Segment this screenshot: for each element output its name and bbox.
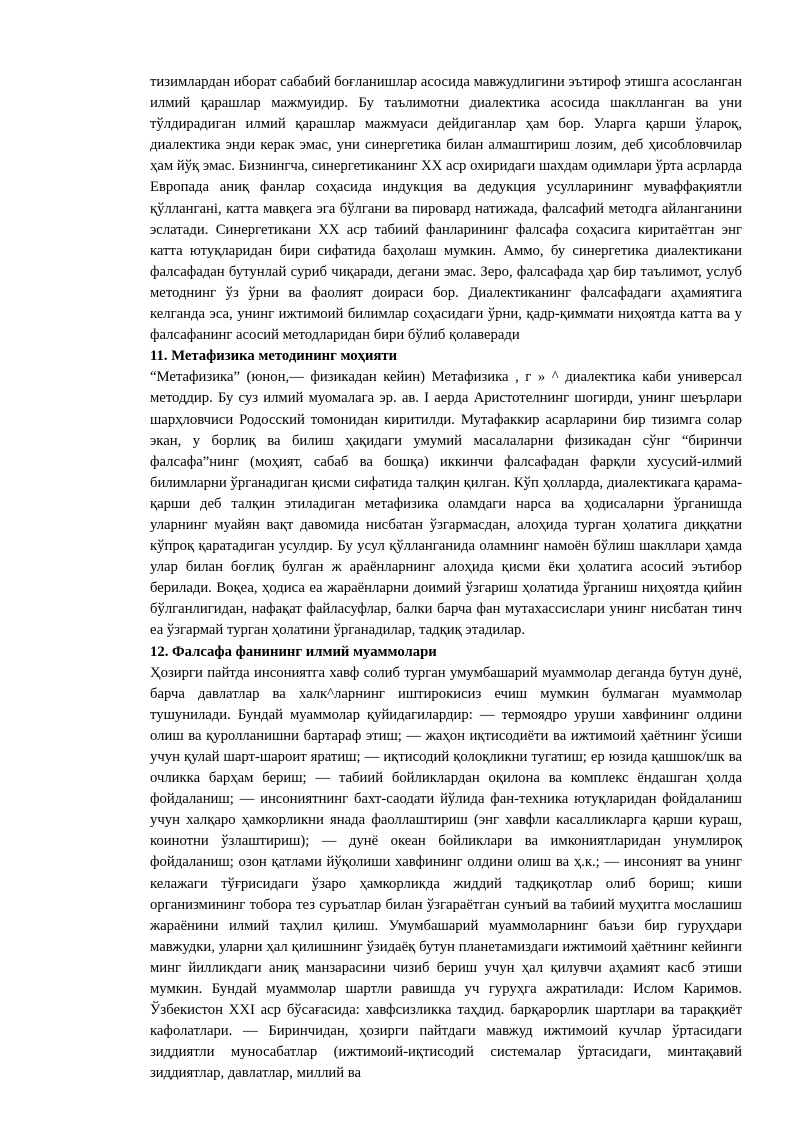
section-heading-11: 11. Метафизика методининг моҳияти (150, 348, 398, 365)
paragraph-synergetics: тизимлардан иборат сабабий боғланишлар асосида мавжудлигини эътироф этишга асосланган илмий қарашлар мажмуидир. Бу таълимотни диалектика асосида шаклланган ва уни тўлдирадиган илмий қарашлар мажмуаси дейдиганлар ҳам бор. Уларга қарши ўлароқ, диалектика энди керак эмас, уни синергетика билан алмаштириш лозим, деб ҳисобловчилар ҳам йўқ эмас. Бизнингча, синергетиканинг XX аср охиридаги шахдам одимлари ўрта асрларда Европада аниқ фанлар соҳасида индукция ва дедукция усулларининг муваффақиятли қўлланганi, катта мавқега эга бўлгани ва пировард натижада, фалсафий методга айланганини эслатади. Синергетикани XX аср табиий фанларининг фалсафа соҳасига киритаётган энг катта ютуқларидан бири сифатида баҳолаш мумкин. Аммо, бу синергетика диалектикани фалсафадан бутунлай суриб чиқаради, дегани эмас. Зеро, фалсафада ҳар бир таълимот, услуб методнинг ўз ўрни ва фаолият доираси бор. Диалектиканинг фалсафадаги аҳамиятига келганда эса, унинг ижтимоий билимлар соҳасидаги ўрни, қадр-қиммати ниҳоятда катта ва у фалсафанинг асосий методларидан бири бўлиб қолаверади (150, 74, 742, 344)
document-page (150, 72, 742, 1085)
paragraph-metaphysics: “Метафизика” (юнон,— физикадан кейин) Метафизика , г » ^ диалектика каби универсал методдир. Бу суз илмий муомалага эр. ав. I аерда Аристотелнинг шогирди, унинг шеърлари шарҳловчиси Родосский томонидан киритилди. Мутафаккир асарларини бир тизимга солар экан, у борлиқ ва билиш ҳақидаги умумий масалаларни физикадан сўнг “биринчи фалсафа”нинг (моҳият, сабаб ва бошқа) иккинчи фалсафадан фарқли хусусий-илмий билимларни ўрганадиган қисми сифатида талқин қилган. Кўп ҳолларда, диалектикага қарама-қарши деб талқин этиладиган метафизика оламдаги нарса ва ҳодисаларни ўрганишда уларнинг муайян вақт давомида нисбатан ўзгармасдан, алоҳида турган ҳолатига диққатни кўпроқ қаратадиган усулдир. Бу усул қўлланганида оламнинг намоён бўлиш шакллари ҳамда улар билан боғлиқ булган ж араёнларнинг алоҳида қисми ёки ҳолатига асосий эътибор берилади. Воқеа, ҳодиса еа жараёнларни доимий ўзгариш ҳолатида ўрганиш ниҳоятда қийин бўлганлигидан, нафақат файласуфлар, балки барча фан мутахассислари унинг нисбатан тинч еа ўзгармай турган ҳолатини ўрганадилар, тадқиқ этадилар. (150, 369, 742, 639)
paragraph-global-problems: Ҳозирги пайтда инсониятга хавф солиб турган умумбашарий муаммолар деганда бутун дунё, барча давлатлар ва халк^ларнинг иштирокисиз ечиш мумкин булмаган муаммолар тушунилади. Бундай муаммолар қуйидагилардир: — термоядро уруши хавфининг олдини олиш ва қуролланишни бартараф этиш; — жаҳон иқтисодиёти ва ижтимоий ҳаётнинг ўсиши учун қулай шарт-шароит яратиш; — иқтисодий қолоқликни тугатиш; ер юзида қашшок/шк ва очликка барҳам бериш; — табиий бойликлардан оқилона ва комплекс ёндашган ҳолда фойдаланиш; — инсониятнинг бахт-саодати йўлида фан-техника ютуқларидан фойдаланиш учун халқаро ҳамкорликни янада фаоллаштириш (энг хавфли касалликларга қарши кураш, коинотни ўзлаштириш); — дунё океан бойликлари ва имкониятларидан унумлироқ фойдаланиш; озон қатлами йўқолиши хавфининг олдини олиш ва ҳ.к.; — инсоният ва унинг келажаги тўғрисидаги ўзаро ҳамкорликда жиддий тадқиқотлар олиб бориш; киши организмининг тобора тез суръатлар билан ўзгараётган сунъий ва табиий муҳитга мослашиш жараёнини илмий таҳлил қилиш. Умумбашарий муаммоларнинг баъзи бир гуруҳдари мавжудки, уларни ҳал қилишнинг ўзидаёқ бутун планетамиздаги ижтимоий ҳаётнинг кейинги минг йилликдаги аниқ манзарасини чизиб бериш учун ҳал қилувчи аҳамият касб этиши мумкин. Бундай муаммолар шартли равишда уч гуруҳга ажратилади: Ислом Каримов. Ўзбекистон XXI аср бўсағасида: хавфсизликка таҳдид. барқарорлик шартлари ва тараққиёт кафолатлари. — Биринчидан, ҳозирги пайтдаги мавжуд ижтимоий кучлар ўртасидаги зиддиятли муносабатлар (ижтимоий-иқтисодий системалар ўртасидаги, минтақавий зиддиятлар, давлатлар, миллий ва (150, 664, 742, 1082)
section-heading-12: 12. Фалсафа фанининг илмий муаммолари (150, 643, 437, 660)
